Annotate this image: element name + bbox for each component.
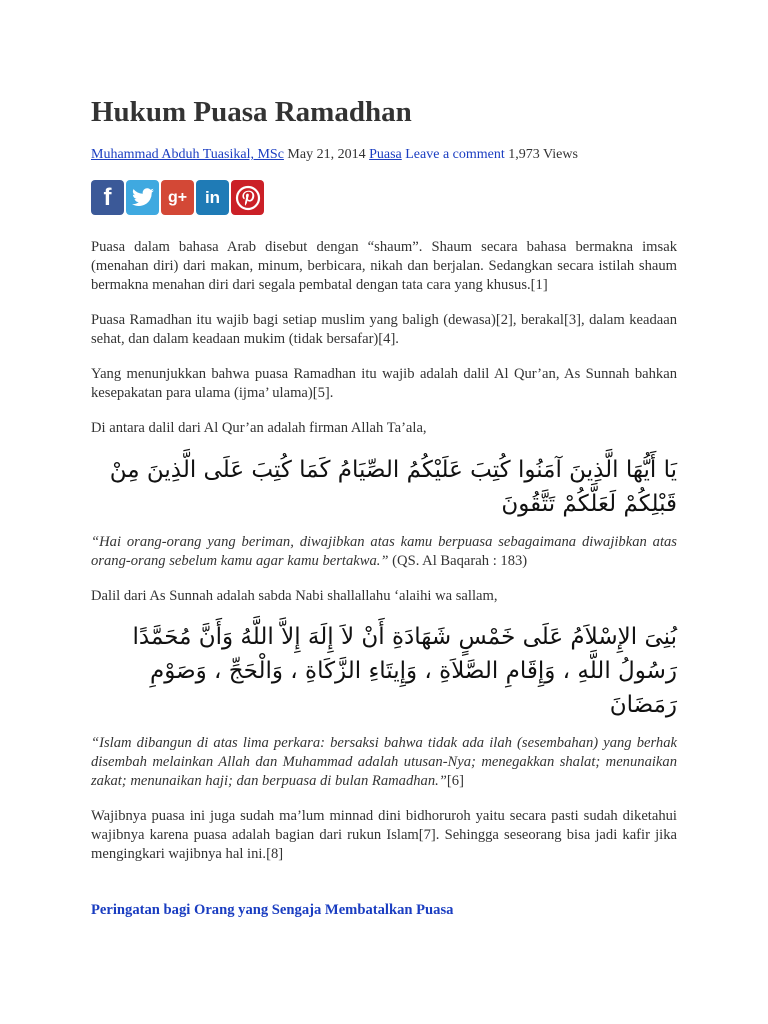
arabic-verse: يَا أَيُّهَا الَّذِينَ آمَنُوا كُتِبَ عَلَيْكُمُ الصِّيَامُ كَمَا كُتِبَ عَلَى الَّذِينَ مِنْ قَبْلِكُمْ لَعَلَّكُمْ تَتَّقُونَ	[109, 456, 677, 517]
author-link[interactable]: Muhammad Abduh Tuasikal, MSc	[91, 147, 284, 162]
verse-reference: (QS. Al Baqarah : 183)	[388, 552, 528, 569]
post-date: May 21, 2014	[287, 147, 366, 162]
leave-comment-link[interactable]: Leave a comment	[405, 147, 505, 162]
verse-translation-text: “Hai orang-orang yang beriman, diwajibkan atas kamu berpuasa sebagaimana diwajibkan atas orang-orang sebelum kamu agar kamu bertakwa.”	[91, 533, 677, 569]
article-content	[91, 94, 677, 919]
linkedin-share-button[interactable]	[196, 180, 229, 215]
share-buttons	[91, 180, 677, 216]
googleplus-icon: g+	[167, 188, 188, 206]
pinterest-share-button[interactable]	[231, 180, 264, 215]
paragraph-conclusion: Wajibnya puasa ini juga sudah ma’lum minnad dini bidhoruroh yaitu secara pasti sudah diketahui wajibnya karena puasa adalah bagian dari rukun Islam[7]. Sehingga seseorang bisa jadi kafir jika mengingkari wajibnya hal ini.[8]	[91, 808, 677, 863]
hadith-translation-text: “Islam dibangun di atas lima perkara: bersaksi bahwa tidak ada ilah (sesembahan) yang berhak disembah melainkan Allah dan Muhammad adalah utusan-Nya; menegakkan shalat; menunaikan zakat; menunaikan haji; dan berpuasa di bulan Ramadhan.”	[91, 735, 677, 790]
page-title: Hukum Puasa Ramadhan	[91, 96, 412, 128]
section-heading: Peringatan bagi Orang yang Sengaja Membatalkan Puasa	[91, 902, 454, 919]
hadith-translation	[91, 734, 677, 791]
view-count: 1,973 Views	[508, 147, 578, 162]
category-link[interactable]: Puasa	[369, 147, 402, 162]
facebook-icon: f	[103, 183, 112, 211]
verse-translation	[91, 533, 677, 571]
hadith-footnote: [6]	[446, 773, 464, 790]
twitter-icon	[131, 188, 155, 208]
googleplus-share-button[interactable]	[161, 180, 194, 215]
pinterest-icon	[235, 185, 261, 211]
linkedin-icon: in	[204, 187, 221, 207]
post-meta	[91, 146, 677, 164]
paragraph-quran-intro: Di antara dalil dari Al Qur’an adalah firman Allah Ta’ala,	[91, 420, 427, 436]
paragraph-obligation: Puasa Ramadhan itu wajib bagi setiap muslim yang baligh (dewasa)[2], berakal[3], dalam keadaan sehat, dan dalam keadaan mukim (tidak bersafar)[4].	[91, 312, 677, 347]
facebook-share-button[interactable]	[91, 180, 124, 215]
twitter-share-button[interactable]	[126, 180, 159, 215]
paragraph-sunnah-intro: Dalil dari As Sunnah adalah sabda Nabi shallallahu ‘alaihi wa sallam,	[91, 587, 498, 604]
arabic-hadith: بُنِىَ الإِسْلاَمُ عَلَى خَمْسٍ شَهَادَةِ أَنْ لاَ إِلَهَ إِلاَّ اللَّهُ وَأَنَّ مُحَمَّدًا رَسُولُ اللَّهِ ، وَإِقَامِ الصَّلاَةِ ، وَإِيتَاءِ الزَّكَاةِ ، وَالْحَجِّ ، وَصَوْمِ رَمَضَانَ	[132, 624, 677, 719]
paragraph-evidence: Yang menunjukkan bahwa puasa Ramadhan itu wajib adalah dalil Al Qur’an, As Sunnah bahkan kesepakatan para ulama (ijma’ ulama)[5].	[91, 366, 677, 401]
paragraph-definition: Puasa dalam bahasa Arab disebut dengan “shaum”. Shaum secara bahasa bermakna imsak (menahan diri) dari makan, minum, berbicara, nikah dan berjalan. Sedangkan secara istilah shaum bermakna menahan diri dari segala pembatal dengan tata cara yang khusus.[1]	[91, 239, 677, 293]
